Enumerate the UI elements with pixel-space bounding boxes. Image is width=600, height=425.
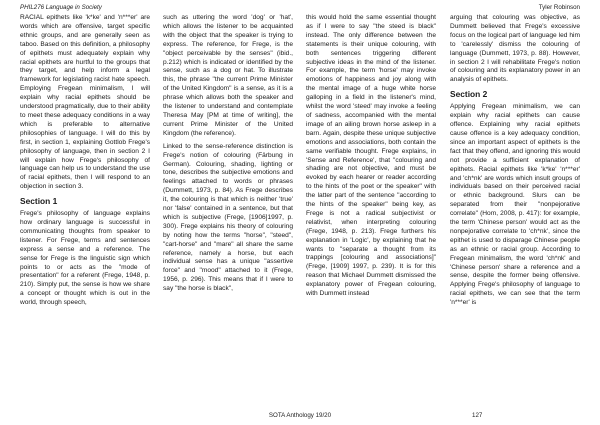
paragraph: Frege's philosophy of language explains how ordinary language is successful in communicating thoughts from speaker to listener. For Frege, terms and sentences express a sense and a reference. The sense for Frege is the linguistic sign which points to or acts as the "mode of presentation" for a referent (Frege, 1948, p. 210). Simply put, the sense is how we share a concept or thought which is out in the world, through speech, xyxy=(20,210,150,307)
section-heading: Section 1 xyxy=(20,196,58,207)
page-footer xyxy=(20,412,580,422)
page-number: 127 xyxy=(472,412,483,419)
page-header xyxy=(20,4,580,14)
column-3 xyxy=(306,14,436,408)
section-heading: Section 2 xyxy=(450,89,488,100)
paragraph: Applying Fregean minimalism, we can explain why racial epithets can cause offence. Explaining why racial epithets cause offence is a key adequacy condition, since an important aspect of epithets is the fact that they offend, and ignoring this would not provide a sufficient explanation of epithets. Racial epithets like 'k*ke' 'n***er' and 'ch*nk' are words which insult groups of individuals based on their perceived racial or ethnic background. Slurs can be separated from their "nonpejorative correlate" (Hom, 2008, p. 417): for example, the term 'Chinese person' would act as the nonpejorative correlate to 'ch*nk', since the epithet is used to disparage Chinese people as an ethnic or racial group. According to Fregean minimalism, the word 'ch*nk' and 'Chinese person' share a reference and a sense, despite the former being offensive. Applying Frege's philosophy of language to racial epithets, we can see that the term 'n***er' is xyxy=(450,103,580,307)
paragraph: arguing that colouring was objective, as Dummett believed that Frege's excessive focus on the logical part of language led him to 'carelessly' dismiss the colouring of language (Dummett, 1973, p. 88). However, in section 2 I will rehabilitate Frege's notion of colouring and its explanatory power in an analysis of epithets. xyxy=(450,14,580,84)
column-1 xyxy=(20,14,150,408)
author-name: Tyler Robinson xyxy=(538,4,580,11)
column-2 xyxy=(163,14,293,408)
publication-name: SOTA Anthology 19/20 xyxy=(268,412,332,419)
paragraph: Linked to the sense-reference distinction is Frege's notion of colouring (Färbung in German). Colouring, shading, lighting or tone, describes the subjective emotions and feelings attached to words or phrases (Dummett, 1973, p. 84). As Frege describes it, the colouring is that which is neither 'true' nor 'false' contained in a sentence, but that which is subjective (Frege, [1906]1997, p. 300). Frege explains his theory of colouring by noting how the terms "horse", "steed", "cart-horse" and "mare" all share the same reference, namely a horse, but each individual sense has a unique "assertive force" and "mood" attached to it (Frege, 1956, p. 296). This means that if I were to say "the horse is black", xyxy=(163,142,293,293)
body-text xyxy=(20,14,580,408)
paragraph: RACIAL epithets like 'k*ke' and 'n***er' are words which are offensive, target specific ethnic groups, and are generally seen as taboo. Based on this definition, a philosophy of epithets must adequately explain why racial epithets are hurtful to the groups that they target, and help inform a legal framework for legislating racist hate speech. Employing Fregean minimalism, I will explain why racial epithets should be understood pragmatically, due to their ability to meet these adequacy conditions in a way which is preferable to alternative philosophies of language. I will do this by first, in section 1, explaining Gottlob Frege's philosophy of language, then in section 2 I will explain how Frege's philosophy of language can help us to understand the use of racial epithets, then I will respond to an objection in section 3. xyxy=(20,14,150,191)
column-4 xyxy=(450,14,580,408)
course-title: PHIL276 Language in Society xyxy=(20,4,102,11)
paragraph: such as uttering the word 'dog' or 'hat', which allows the listener to be acquainted with the object that the speaker is trying to express. The reference, for Frege, is the "object perceivable by the senses" (ibid., p.212) which is indicated or identified by the sense, such as a dog or hat. To illustrate this, the phrase "the current Prime Minister of the United Kingdom" is a sense, as it is a phrase which allows both the speaker and the listener to understand and contemplate Theresa May [PM at time of writing], the current Prime Minister of the United Kingdom (the reference). xyxy=(163,14,293,137)
paragraph: this would hold the same essential thought as if I were to say "the steed is black" instead. The only difference between the statements is their unique colouring, with both sentences triggering different subjective ideas in the mind of the listener. For example, the term 'horse' may invoke emotions of happiness and joy along with the mental image of a huge white horse galloping in a field in the listener's mind, whilst the word 'steed' may invoke a feeling of sadness, accompanied with the mental image of an ailing brown horse asleep in a barn. Again, despite these unique subjective emotions and associations, both contain the same verifiable thought. Frege explains, in 'Sense and Reference', that "colouring and shading are not objective, and must be evoked by each hearer or reader according to the hints of the poet or the speaker" with the latter part of the sentence "according to the hints of the speaker" being key, as Frege is not a radical subjectivist or relativist, when interpreting colouring (Frege, 1948, p. 213). Frege furthers his explanation in 'Logic', by explaining that he wants to "separate a thought from its trappings [colouring and associations]" (Frege, [1909] 1997, p. 239). It is for this reason that Michael Dummett dismissed the explanatory power of Fregean colouring, with Dummett instead xyxy=(306,14,436,298)
